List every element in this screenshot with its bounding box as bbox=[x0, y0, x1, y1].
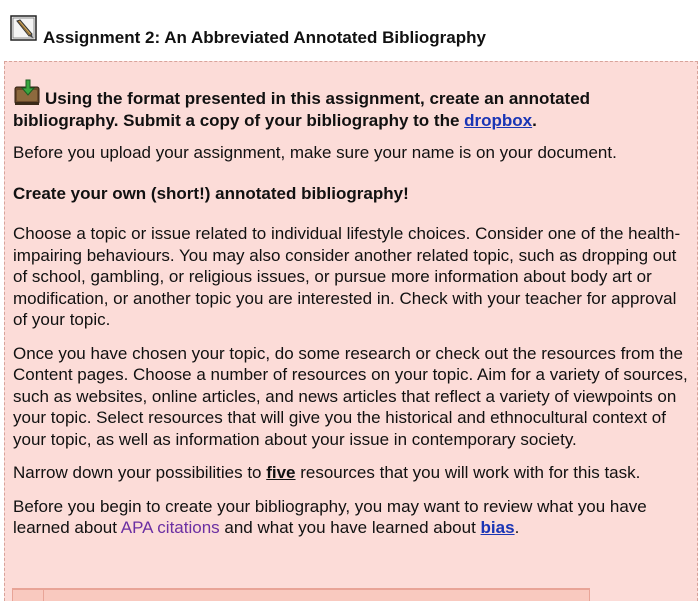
assignment-content bbox=[13, 79, 689, 539]
dropbox-download-icon bbox=[13, 79, 43, 107]
narrow-text: Narrow down your possibilities to bbox=[13, 463, 267, 482]
review-text-end: . bbox=[514, 518, 520, 537]
table-top-edge bbox=[12, 588, 590, 601]
research-paragraph: Once you have chosen your topic, do some research or check out the resources from the Content pages. Choose a number of resources on your topic. Aim for a variety of sources, such as websites, online articles, and news articles that reflect a variety of viewpoints on your topic. Select resources that will give you the historical and ethnocultural context of your topic, as well as information about your issue in contemporary society. bbox=[13, 343, 688, 449]
dropbox-link[interactable]: dropbox bbox=[464, 110, 533, 130]
intro-paragraph bbox=[13, 79, 689, 131]
five-emphasis: five bbox=[266, 463, 296, 482]
review-text: Before you begin to create your bibliography, you may want to review what you have learned about bbox=[13, 496, 647, 537]
apa-citations-link[interactable]: APA citations bbox=[120, 518, 220, 537]
bias-link[interactable]: bias bbox=[480, 518, 515, 537]
review-paragraph bbox=[13, 496, 689, 539]
create-heading: Create your own (short!) annotated bibliography! bbox=[13, 183, 409, 203]
intro-text-end: . bbox=[532, 110, 537, 130]
review-text-middle: and what you have learned about bbox=[219, 518, 481, 537]
upload-note: Before you upload your assignment, make sure your name is on your document. bbox=[13, 143, 617, 162]
assignment-header bbox=[10, 12, 700, 52]
assignment-panel bbox=[4, 61, 698, 601]
narrow-text-end: resources that you will work with for this task. bbox=[295, 463, 641, 482]
narrow-paragraph bbox=[13, 462, 689, 484]
topic-paragraph: Choose a topic or issue related to individual lifestyle choices. Consider one of the health-impairing behaviours. You may also consider another related topic, such as dropping out of school, gambling, or religious issues, or pursue more information about body art or modification, or another topic you are interested in. Check with your teacher for approval of your topic. bbox=[13, 224, 681, 329]
intro-text: Using the format presented in this assignment, create an annotated bibliography. Submit a copy of your bibliography to the bbox=[13, 89, 591, 130]
page-title: Assignment 2: An Abbreviated Annotated Bibliography bbox=[43, 28, 486, 47]
table-column-divider bbox=[43, 590, 44, 601]
assignment-pencil-icon bbox=[10, 15, 37, 41]
